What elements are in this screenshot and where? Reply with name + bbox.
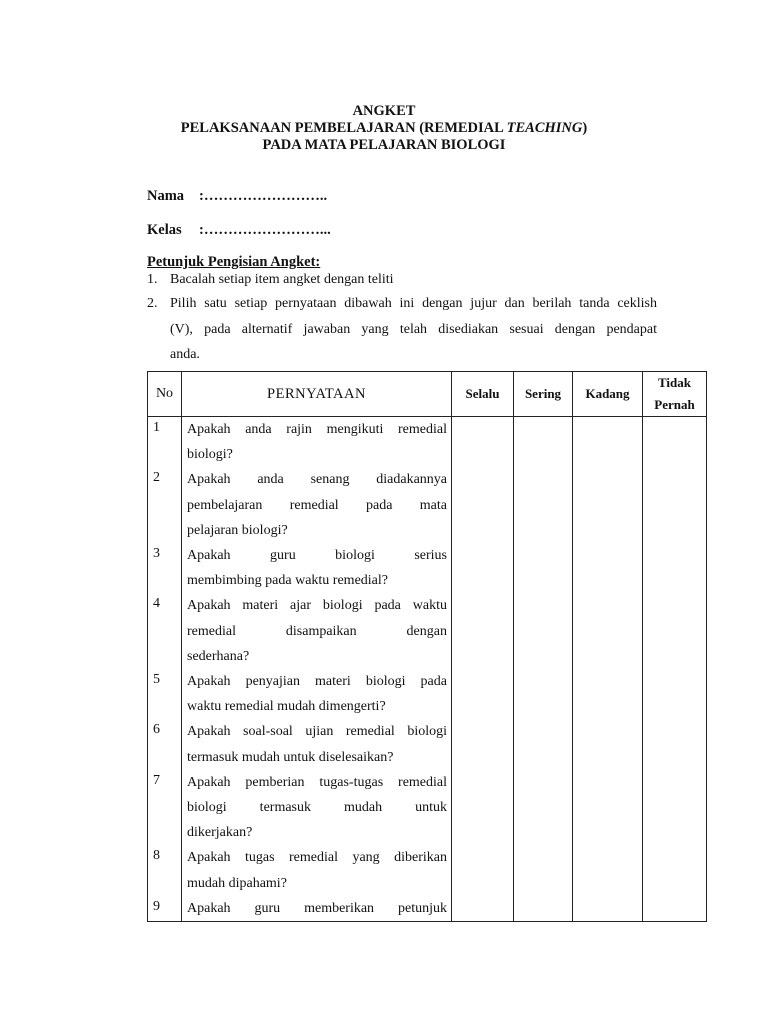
question-number: 9 [153,898,160,914]
header-pernyataan: PERNYATAAN [182,372,452,417]
title-teaching-italic: TEACHING [506,120,583,136]
kelas-field [147,221,331,239]
title-pelaksanaan-text: PELAKSANAAN PEMBELAJARAN (REMEDIAL [180,120,507,136]
question-number: 8 [153,848,160,864]
question-line: Apakah soal-soal ujian remedial biologi [187,724,447,740]
number-column [148,417,182,922]
question-statement [187,543,447,593]
answer-cell-kadang[interactable] [573,417,643,922]
question-number: 5 [153,672,160,687]
question-number: 3 [153,546,160,561]
question-number: 2 [153,470,160,486]
question-line: biologi? [187,447,233,463]
question-number: 6 [153,722,160,738]
instruction-text-line: Pilih satu setiap pernyataan dibawah ini dengan jujur dan berilah tanda ceklish [170,296,657,311]
question-number: 7 [153,772,160,788]
question-line: termasuk mudah untuk diselesaikan? [187,749,394,765]
instruction-item-1 [147,267,657,293]
kelas-label: Kelas [147,222,182,238]
nama-value: :…………………….. [199,188,328,204]
instruction-text-line: (V), pada alternatif jawaban yang telah disediakan sesuai dengan pendapat [170,321,657,337]
instruction-item-2 [147,291,657,368]
nama-label: Nama [147,188,185,204]
answer-cell-selalu[interactable] [452,417,514,922]
question-line: Apakah guru memberikan petunjuk [187,900,447,916]
header-tidak: Tidak [657,375,691,390]
instruction-number: 2. [147,296,158,311]
question-statement [187,669,447,719]
question-statement [187,593,447,669]
answer-cell-tidak-pernah[interactable] [643,417,707,922]
table-header-row [148,372,707,417]
header-selalu: Selalu [452,372,514,417]
header-sering: Sering [514,372,573,417]
question-line: Apakah guru biologi serius [187,548,447,564]
question-statement [187,845,447,895]
kelas-value: :……………………... [199,222,331,238]
question-line: Apakah penyajian materi biologi pada [187,674,447,690]
question-line: waktu remedial mudah dimengerti? [187,699,386,715]
instruction-text-line: anda. [170,347,200,362]
title-mata-pelajaran: PADA MATA PELAJARAN BIOLOGI [262,137,506,153]
answer-cell-sering[interactable] [514,417,573,922]
title-pelaksanaan-close: ) [582,120,588,136]
question-line: Apakah anda rajin mengikuti remedial [187,422,447,437]
question-line: biologi termasuk mudah untuk [187,800,447,816]
question-statement [187,467,447,543]
title-pelaksanaan [0,120,768,137]
question-line: membimbing pada waktu remedial? [187,573,388,589]
header-tidak-pernah [643,372,707,417]
question-statement [187,417,447,467]
question-line: Apakah pemberian tugas-tugas remedial [187,774,447,790]
question-line: dikerjakan? [187,825,253,841]
nama-field [147,187,327,205]
question-line: pelajaran biologi? [187,522,288,538]
title-angket: ANGKET [352,103,416,119]
question-number: 4 [153,596,160,612]
header-pernah: Pernah [654,397,695,412]
question-line: mudah dipahami? [187,875,287,891]
questionnaire-table [147,371,707,922]
statement-column [182,417,452,922]
question-statement [187,770,447,846]
question-line: pembelajaran remedial pada mata [187,497,447,513]
header-kadang: Kadang [573,372,643,417]
question-line: Apakah tugas remedial yang diberikan [187,850,447,866]
instruction-number: 1. [147,272,158,287]
question-line: sederhana? [187,648,250,664]
instruction-text: Bacalah setiap item angket dengan teliti [170,272,394,287]
table-body-row [148,417,707,922]
question-statement [187,896,447,921]
question-line: Apakah anda senang diadakannya [187,472,447,488]
question-statement [187,719,447,769]
header-no: No [148,372,182,417]
statement-list [182,417,451,921]
question-line: remedial disampaikan dengan [187,623,447,639]
instructions-heading: Petunjuk Pengisian Angket: [147,254,321,270]
question-line: Apakah materi ajar biologi pada waktu [187,598,447,614]
question-number: 1 [153,420,160,435]
